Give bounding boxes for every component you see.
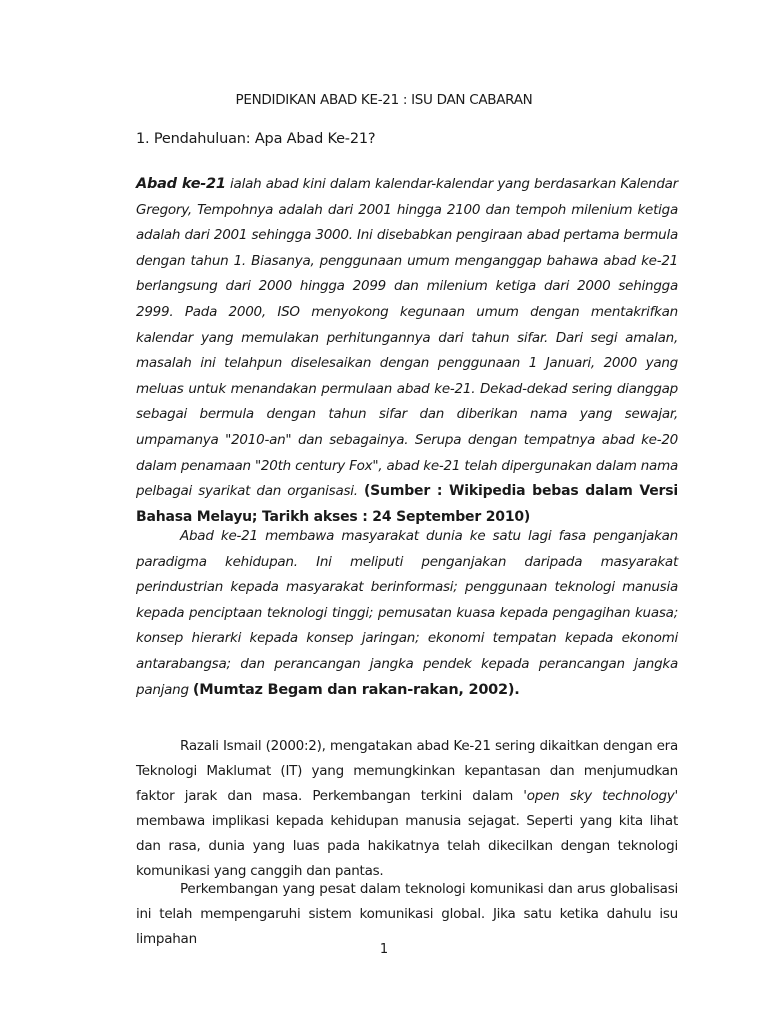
paragraph-3-before: Razali Ismail (2000:2), mengatakan abad Ke-21 sering dikaitkan dengan era Teknologi Maklumat (IT) yang memungkinkan kepantasan dan menjumudkan faktor jarak dan masa. Perkembangan terkini dalam [136, 738, 678, 804]
paragraph-4-body: Perkembangan yang pesat dalam teknologi komunikasi dan arus globalisasi ini telah mempengaruhi sistem komunikasi global. Jika satu ketika dahulu isu limpahan [136, 881, 678, 947]
page-number: 1 [379, 942, 389, 957]
paragraph-2-body: Abad ke-21 membawa masyarakat dunia ke satu lagi fasa penganjakan paradigma kehidupan. Ini meliputi penganjakan daripada masyarakat perindustrian kepada masyarakat berinformasi; penggunaan teknologi manusia kepada penciptaan teknologi tinggi; pemusatan kuasa kepada pengagihan kuasa; konsep hierarki kepada konsep jaringan; ekonomi tempatan kepada ekonomi antarabangsa; dan perancangan jangka pendek kepada perancangan jangka panjang [136, 528, 678, 698]
paragraph-1-lead: Abad ke-21 [136, 176, 226, 192]
paragraph-1 [136, 172, 678, 530]
paragraph-3-after: membawa implikasi kepada kehidupan manusia sejagat. Seperti yang kita lihat dan rasa, dunia yang luas pada hakikatnya telah dikecilkan dengan teknologi komunikasi yang canggih dan pantas. [136, 813, 678, 879]
paragraph-2-source: (Mumtaz Begam dan rakan-rakan, 2002). [192, 681, 520, 698]
paragraph-1-source: (Sumber : Wikipedia bebas dalam Versi Bahasa Melayu; Tarikh akses : 24 September 2010) [136, 483, 678, 525]
paragraph-1-body: ialah abad kini dalam kalendar-kalendar yang berdasarkan Kalendar Gregory, Tempohnya adalah dari 2001 hingga 2100 dan tempoh milenium ketiga adalah dari 2001 sehingga 3000. Ini disebabkan pengiraan abad pertama bermula dengan tahun 1. Biasanya, penggunaan umum menganggap bahawa abad ke-21 berlangsung dari 2000 hingga 2099 dan milenium ketiga dari 2000 sehingga 2999. Pada 2000, ISO menyokong kegunaan umum dengan mentakrifkan kalendar yang memulakan perhitungannya dari tahun sifar. Dari segi amalan, masalah ini telahpun diselesaikan dengan penggunaan 1 Januari, 2000 yang meluas untuk menandakan permulaan abad ke-21. Dekad-dekad sering dianggap sebagai bermula dengan tahun sifar dan diberikan nama yang sewajar, umpamanya "2010-an" dan sebagainya. Serupa dengan tempatnya abad ke-20 dalam penamaan "20th century Fox", abad ke-21 telah dipergunakan dalam nama pelbagai syarikat dan organisasi. [136, 176, 678, 500]
paragraph-3-emphasis: 'open sky technology' [523, 788, 678, 804]
paragraph-2 [136, 524, 678, 703]
paragraph-4 [136, 877, 678, 952]
section-heading: 1. Pendahuluan: Apa Abad Ke-21? [136, 131, 376, 147]
paragraph-3 [136, 734, 678, 884]
document-title: PENDIDIKAN ABAD KE-21 : ISU DAN CABARAN [235, 92, 533, 108]
